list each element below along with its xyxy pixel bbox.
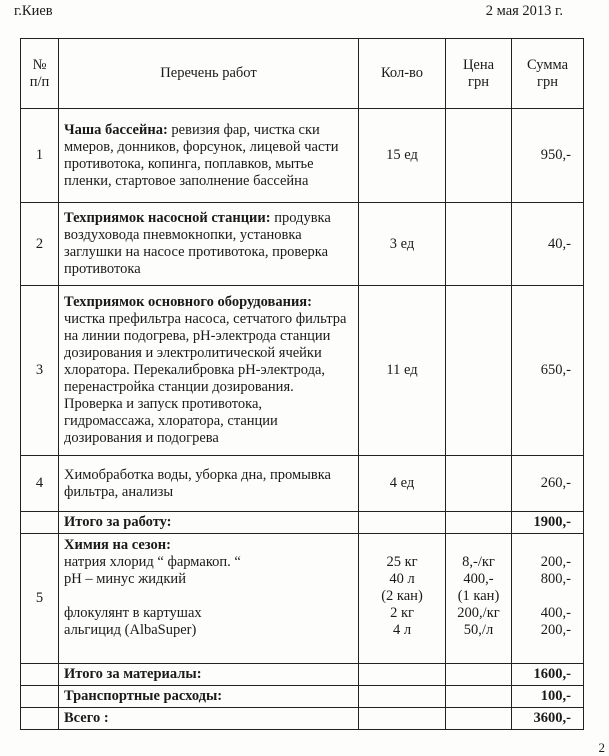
row-qty: 15 ед [359,109,446,203]
subtotal-materials-label: Итого за материалы: [59,664,359,686]
row-qty: 11 ед [359,286,446,456]
row-num: 3 [21,286,59,456]
transport-label: Транспортные расходы: [59,686,359,708]
total-sum: 3600,- [512,708,584,730]
row-qty: 4 ед [359,456,446,512]
col-work-header: Перечень работ [59,39,359,109]
row-num: 5 [21,534,59,664]
table-row [21,203,584,286]
col-qty-header: Кол-во [359,39,446,109]
chemistry-price: 8,-/кг 400,- (1 кан) 200,/кг 50,/л [446,534,512,664]
row-sum: 260,- [512,456,584,512]
row-price [446,456,512,512]
row-num: 1 [21,109,59,203]
row-price [446,109,512,203]
row-price [446,286,512,456]
city: г.Киев [14,3,53,19]
row-description: Чаша бассейна: ревизия фар, чистка ски ммеров, донников, форсунок, лицевой части противотока, копинга, поплавков, мытье пленки, стартовое заполнение бассейна [59,109,359,203]
chemistry-sum: 200,- 800,- 400,- 200,- [512,534,584,664]
row-num: 4 [21,456,59,512]
chemistry-qty: 25 кг 40 л (2 кан) 2 кг 4 л [359,534,446,664]
chemistry-row [21,534,584,664]
row-price [446,203,512,286]
col-num-header: № п/п [21,39,59,109]
chemistry-description: Химия на сезон: натрия хлорид “ фармакоп. “ pH – минус жидкий флокулянт в картушах альгицид (AlbaSuper) [59,534,359,664]
row-description: Техприямок насосной станции: продувка воздуховода пневмокнопки, установка заглушки на насосе противотока, проверка противотока [59,203,359,286]
total-row [21,708,584,730]
row-description: Химобработка воды, уборка дна, промывка фильтра, анализы [59,456,359,512]
total-label: Всего : [59,708,359,730]
subtotal-work-row [21,512,584,534]
col-price-header: Цена грн [446,39,512,109]
row-sum: 950,- [512,109,584,203]
transport-row [21,686,584,708]
row-sum: 40,- [512,203,584,286]
subtotal-work-sum: 1900,- [512,512,584,534]
table-row [21,456,584,512]
subtotal-materials-sum: 1600,- [512,664,584,686]
table-row [21,109,584,203]
row-num: 2 [21,203,59,286]
subtotal-materials-row [21,664,584,686]
table-header-row [21,39,584,109]
document-date: 2 мая 2013 г. [485,3,563,19]
row-sum: 650,- [512,286,584,456]
row-qty: 3 ед [359,203,446,286]
table-row [21,286,584,456]
estimate-table [20,38,584,730]
subtotal-work-label: Итого за работу: [59,512,359,534]
row-description: Техприямок основного оборудования: чистка префильтра насоса, сетчатого фильтра на линии подогрева, pH-электрода станции дозирования и электролитической ячейки хлоратора. Перекалибровка pH-электрода, перенастройка станции дозирования. Проверка и запуск противотока, гидромассажа, хлоратора, станции дозирования и подогрева [59,286,359,456]
page-number: 2 [598,740,605,755]
transport-sum: 100,- [512,686,584,708]
col-sum-header: Сумма грн [512,39,584,109]
